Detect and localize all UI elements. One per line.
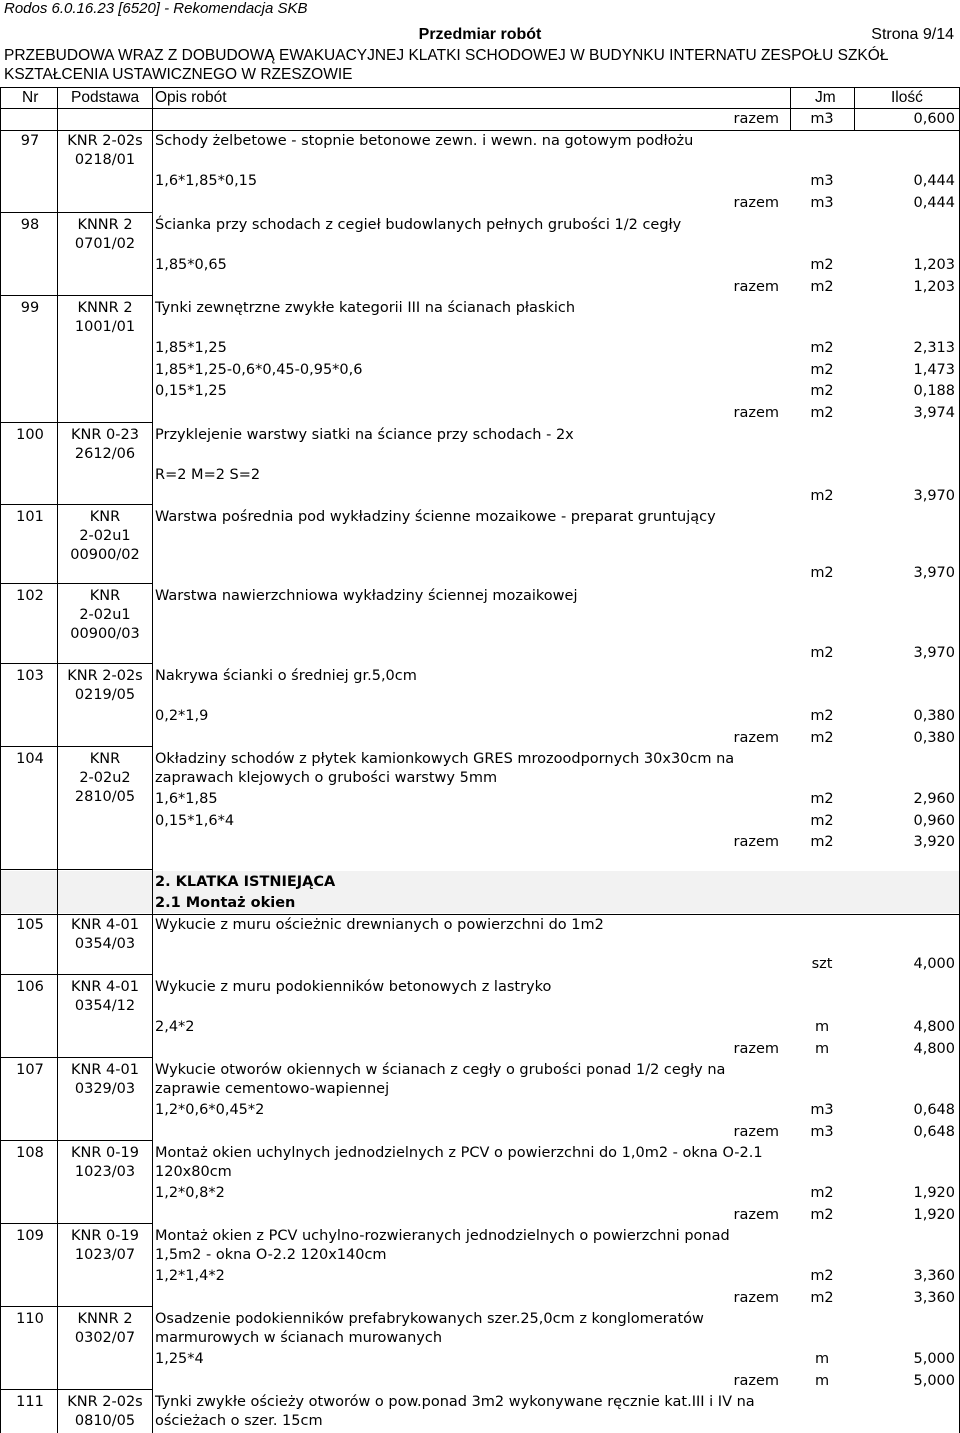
unit: m <box>814 1019 830 1035</box>
project-name <box>4 46 954 84</box>
unit: m2 <box>810 404 834 421</box>
item-number: 99 <box>20 300 40 316</box>
row-divider <box>0 1306 152 1307</box>
row-divider <box>0 869 152 870</box>
quantity: 0,444 <box>913 194 955 211</box>
unit: m2 <box>810 1268 834 1284</box>
document-title: Przedmiar robót <box>418 26 542 43</box>
razem-label: razem <box>733 1123 779 1140</box>
project-line-2: KSZTAŁCENIA USTAWICZNEGO W RZESZOWIE <box>4 66 353 83</box>
catalog-code: KNNR 2 <box>77 217 133 233</box>
catalog-code: KNR <box>89 588 121 604</box>
quantity: 4,800 <box>913 1019 955 1035</box>
row-divider <box>0 663 152 664</box>
quantity: 4,000 <box>913 956 955 972</box>
catalog-code: KNNR 2 <box>77 300 133 316</box>
item-description: Montaż okien z PCV uchylno-rozwieranych jednodzielnych o powierzchni ponad <box>155 1228 730 1244</box>
item-number: 103 <box>16 668 44 684</box>
unit: m2 <box>810 257 834 273</box>
unit: m2 <box>810 488 834 504</box>
quantity: 0,600 <box>913 111 955 127</box>
catalog-code: 1001/01 <box>74 319 136 335</box>
catalog-code: 2-02u1 <box>79 607 131 623</box>
catalog-code: 0302/07 <box>74 1330 136 1346</box>
item-description: Wykucie z muru ościeżnic drewnianych o powierzchni do 1m2 <box>155 917 604 933</box>
catalog-code: 0329/03 <box>74 1081 136 1097</box>
col-jm: Jm <box>815 89 836 106</box>
item-description: Montaż okien uchylnych jednodzielnych z PCV o powierzchni do 1,0m2 - okna O-2.1 <box>155 1145 763 1161</box>
item-description: 120x80cm <box>155 1164 232 1180</box>
unit: m2 <box>810 645 834 661</box>
calculation-expression: 1,6*1,85*0,15 <box>155 173 258 189</box>
razem-label: razem <box>733 194 779 211</box>
unit: m2 <box>810 834 834 850</box>
item-description: Nakrywa ścianki o średniej gr.5,0cm <box>155 668 417 684</box>
catalog-code: 2612/06 <box>74 446 136 462</box>
quantity: 3,920 <box>913 834 955 850</box>
catalog-code: KNNR 2 <box>77 1311 133 1327</box>
unit: m2 <box>810 1289 834 1306</box>
calculation-expression: 2,4*2 <box>155 1019 195 1035</box>
unit: m2 <box>810 278 834 295</box>
calculation-expression: 1,85*1,25-0,6*0,45-0,95*0,6 <box>155 361 363 378</box>
razem-label: razem <box>733 404 779 421</box>
unit: m2 <box>810 729 834 746</box>
quantity: 0,188 <box>913 383 955 399</box>
quantity: 0,648 <box>913 1123 955 1140</box>
item-description: zaprawach klejowych o grubości warstwy 5mm <box>155 770 498 786</box>
row-divider <box>0 1223 152 1224</box>
unit: m <box>814 1040 830 1057</box>
unit: m2 <box>810 361 834 378</box>
item-number: 106 <box>16 979 44 995</box>
catalog-code: 0354/03 <box>74 936 136 952</box>
quantity: 3,970 <box>913 565 955 581</box>
quantity: 0,960 <box>913 812 955 829</box>
calculation-expression: R=2 M=2 S=2 <box>155 467 261 483</box>
row-divider <box>0 1389 152 1390</box>
catalog-code: KNR 0-19 <box>71 1145 139 1161</box>
unit: m2 <box>810 340 834 356</box>
calculation-expression: 1,2*0,6*0,45*2 <box>155 1102 265 1118</box>
catalog-code: 2-02u1 <box>79 528 131 544</box>
item-description: Tynki zwykłe ościeży otworów o pow.ponad 3m2 wykonywane ręcznie kat.III i IV na <box>155 1394 755 1410</box>
quantity: 2,313 <box>913 340 955 356</box>
row-divider <box>0 295 152 296</box>
quantity: 1,920 <box>913 1185 955 1201</box>
razem-label: razem <box>733 834 779 850</box>
row-divider <box>0 914 960 915</box>
calculation-expression: 1,85*1,25 <box>155 340 227 356</box>
catalog-code: KNR 4-01 <box>71 979 139 995</box>
column-divider <box>854 87 855 131</box>
catalog-code: 0218/01 <box>74 152 136 168</box>
subsection-heading: 2.1 Montaż okien <box>155 895 296 911</box>
calculation-expression: 0,15*1,25 <box>155 383 227 399</box>
quantity: 0,380 <box>913 729 955 746</box>
column-divider <box>57 87 58 1433</box>
calculation-expression: 0,2*1,9 <box>155 708 209 724</box>
razem-label: razem <box>733 1372 779 1389</box>
calculation-expression: 1,2*1,4*2 <box>155 1268 225 1284</box>
row-divider <box>0 1057 152 1058</box>
unit: m2 <box>810 1185 834 1201</box>
catalog-code: KNR 2-02s <box>67 1394 143 1410</box>
catalog-code: 0219/05 <box>74 687 136 703</box>
quantity: 0,444 <box>913 173 955 189</box>
unit: m <box>814 1351 830 1367</box>
calculation-expression: 1,2*0,8*2 <box>155 1185 225 1201</box>
item-number: 102 <box>16 588 44 604</box>
row-divider <box>0 212 152 213</box>
item-description: Schody żelbetowe - stopnie betonowe zewn. i wewn. na gotowym podłożu <box>155 133 694 149</box>
unit: m3 <box>810 1123 834 1140</box>
item-number: 107 <box>16 1062 44 1078</box>
calculation-expression: 1,6*1,85 <box>155 791 218 807</box>
item-number: 105 <box>16 917 44 933</box>
col-opis: Opis robót <box>155 89 227 106</box>
catalog-code: KNR 4-01 <box>71 917 139 933</box>
row-divider <box>0 130 960 131</box>
item-description: ościeżach o szer. 15cm <box>155 1413 323 1429</box>
item-number: 104 <box>16 751 44 767</box>
razem-label: razem <box>733 111 779 127</box>
col-nr: Nr <box>22 89 39 106</box>
item-description: Ścianka przy schodach z cegieł budowlanych pełnych grubości 1/2 cegły <box>155 217 682 233</box>
razem-label: razem <box>733 278 779 295</box>
item-description: Wykucie z muru podokienników betonowych z lastryko <box>155 979 552 995</box>
item-number: 108 <box>16 1145 44 1161</box>
catalog-code: 0810/05 <box>74 1413 136 1429</box>
unit: m3 <box>810 173 834 189</box>
quantity: 1,920 <box>913 1206 955 1223</box>
item-description: Warstwa pośrednia pod wykładziny ścienne mozaikowe - preparat gruntujący <box>155 509 716 525</box>
item-number: 97 <box>20 133 40 149</box>
row-divider <box>0 974 152 975</box>
column-header <box>0 87 960 109</box>
col-podstawa: Podstawa <box>71 89 140 106</box>
item-description: Przyklejenie warstwy siatki na ściance przy schodach - 2x <box>155 427 574 443</box>
catalog-code: 1023/03 <box>74 1164 136 1180</box>
catalog-code: KNR <box>89 509 121 525</box>
unit: m2 <box>810 565 834 581</box>
quantity: 3,974 <box>913 404 955 421</box>
unit: m <box>814 1372 830 1389</box>
row-divider <box>0 746 152 747</box>
unit: m3 <box>810 194 834 211</box>
catalog-code: KNR 2-02s <box>67 133 143 149</box>
unit: m2 <box>810 383 834 399</box>
column-divider <box>0 87 1 1433</box>
razem-label: razem <box>733 729 779 746</box>
catalog-code: 0701/02 <box>74 236 136 252</box>
quantity: 1,473 <box>913 361 955 378</box>
item-number: 110 <box>16 1311 44 1327</box>
quantity: 5,000 <box>913 1351 955 1367</box>
row-divider <box>0 583 152 584</box>
item-description: 1,5m2 - okna O-2.2 120x140cm <box>155 1247 387 1263</box>
row-divider <box>0 422 152 423</box>
calculation-expression: 0,15*1,6*4 <box>155 812 235 829</box>
item-number: 100 <box>16 427 44 443</box>
column-divider <box>152 87 153 1433</box>
item-description: Okładziny schodów z płytek kamionkowych GRES mrozoodpornych 30x30cm na <box>155 751 735 767</box>
quantity: 3,360 <box>913 1268 955 1284</box>
section-heading: 2. KLATKA ISTNIEJĄCA <box>155 874 336 890</box>
catalog-code: KNR 4-01 <box>71 1062 139 1078</box>
item-description: Osadzenie podokienników prefabrykowanych szer.25,0cm z konglomeratów <box>155 1311 704 1327</box>
row-divider <box>0 504 152 505</box>
catalog-code: KNR <box>89 751 121 767</box>
item-description: marmurowych w ścianach murowanych <box>155 1330 443 1346</box>
item-description: zaprawie cementowo-wapiennej <box>155 1081 390 1097</box>
calculation-expression: 1,25*4 <box>155 1351 204 1367</box>
unit: m2 <box>810 1206 834 1223</box>
quantity: 3,970 <box>913 488 955 504</box>
razem-label: razem <box>733 1206 779 1223</box>
quantity: 1,203 <box>913 278 955 295</box>
unit: m2 <box>810 708 834 724</box>
quantity: 3,360 <box>913 1289 955 1306</box>
catalog-code: KNR 0-23 <box>71 427 139 443</box>
item-description: Warstwa nawierzchniowa wykładziny ściennej mozaikowej <box>155 588 578 604</box>
unit: m3 <box>810 1102 834 1118</box>
section-band <box>0 871 960 913</box>
project-line-1: PRZEBUDOWA WRAZ Z DOBUDOWĄ EWAKUACYJNEJ KLATKI SCHODOWEJ W BUDYNKU INTERNATU ZESPOŁU SZKÓŁ <box>4 47 889 64</box>
item-number: 111 <box>16 1394 44 1410</box>
quantity: 1,203 <box>913 257 955 273</box>
quantity: 0,648 <box>913 1102 955 1118</box>
item-number: 109 <box>16 1228 44 1244</box>
quantity: 0,380 <box>913 708 955 724</box>
unit: m2 <box>810 812 834 829</box>
quantity: 2,960 <box>913 791 955 807</box>
razem-label: razem <box>733 1289 779 1306</box>
column-divider <box>790 87 791 131</box>
item-number: 98 <box>20 217 40 233</box>
unit: m2 <box>810 791 834 807</box>
item-description: Wykucie otworów okiennych w ścianach z cegły o grubości ponad 1/2 cegły na <box>155 1062 726 1078</box>
catalog-code: 1023/07 <box>74 1247 136 1263</box>
col-ilosc: Ilość <box>891 89 923 106</box>
catalog-code: 2-02u2 <box>79 770 131 786</box>
item-description: Tynki zewnętrzne zwykłe kategorii III na ścianach płaskich <box>155 300 576 316</box>
app-title: Rodos 6.0.16.23 [6520] - Rekomendacja SKB <box>4 0 308 17</box>
catalog-code: KNR 2-02s <box>67 668 143 684</box>
catalog-code: 2810/05 <box>74 789 136 805</box>
catalog-code: KNR 0-19 <box>71 1228 139 1244</box>
catalog-code: 00900/03 <box>70 626 140 642</box>
unit: m3 <box>810 111 834 127</box>
item-number: 101 <box>16 509 44 525</box>
page-number: Strona 9/14 <box>871 26 954 43</box>
catalog-code: 00900/02 <box>70 547 140 563</box>
calculation-expression: 1,85*0,65 <box>155 257 227 273</box>
quantity: 4,800 <box>913 1040 955 1057</box>
quantity: 5,000 <box>913 1372 955 1389</box>
quantity: 3,970 <box>913 645 955 661</box>
catalog-code: 0354/12 <box>74 998 136 1014</box>
razem-label: razem <box>733 1040 779 1057</box>
row-divider <box>0 1140 152 1141</box>
unit: szt <box>811 956 833 972</box>
